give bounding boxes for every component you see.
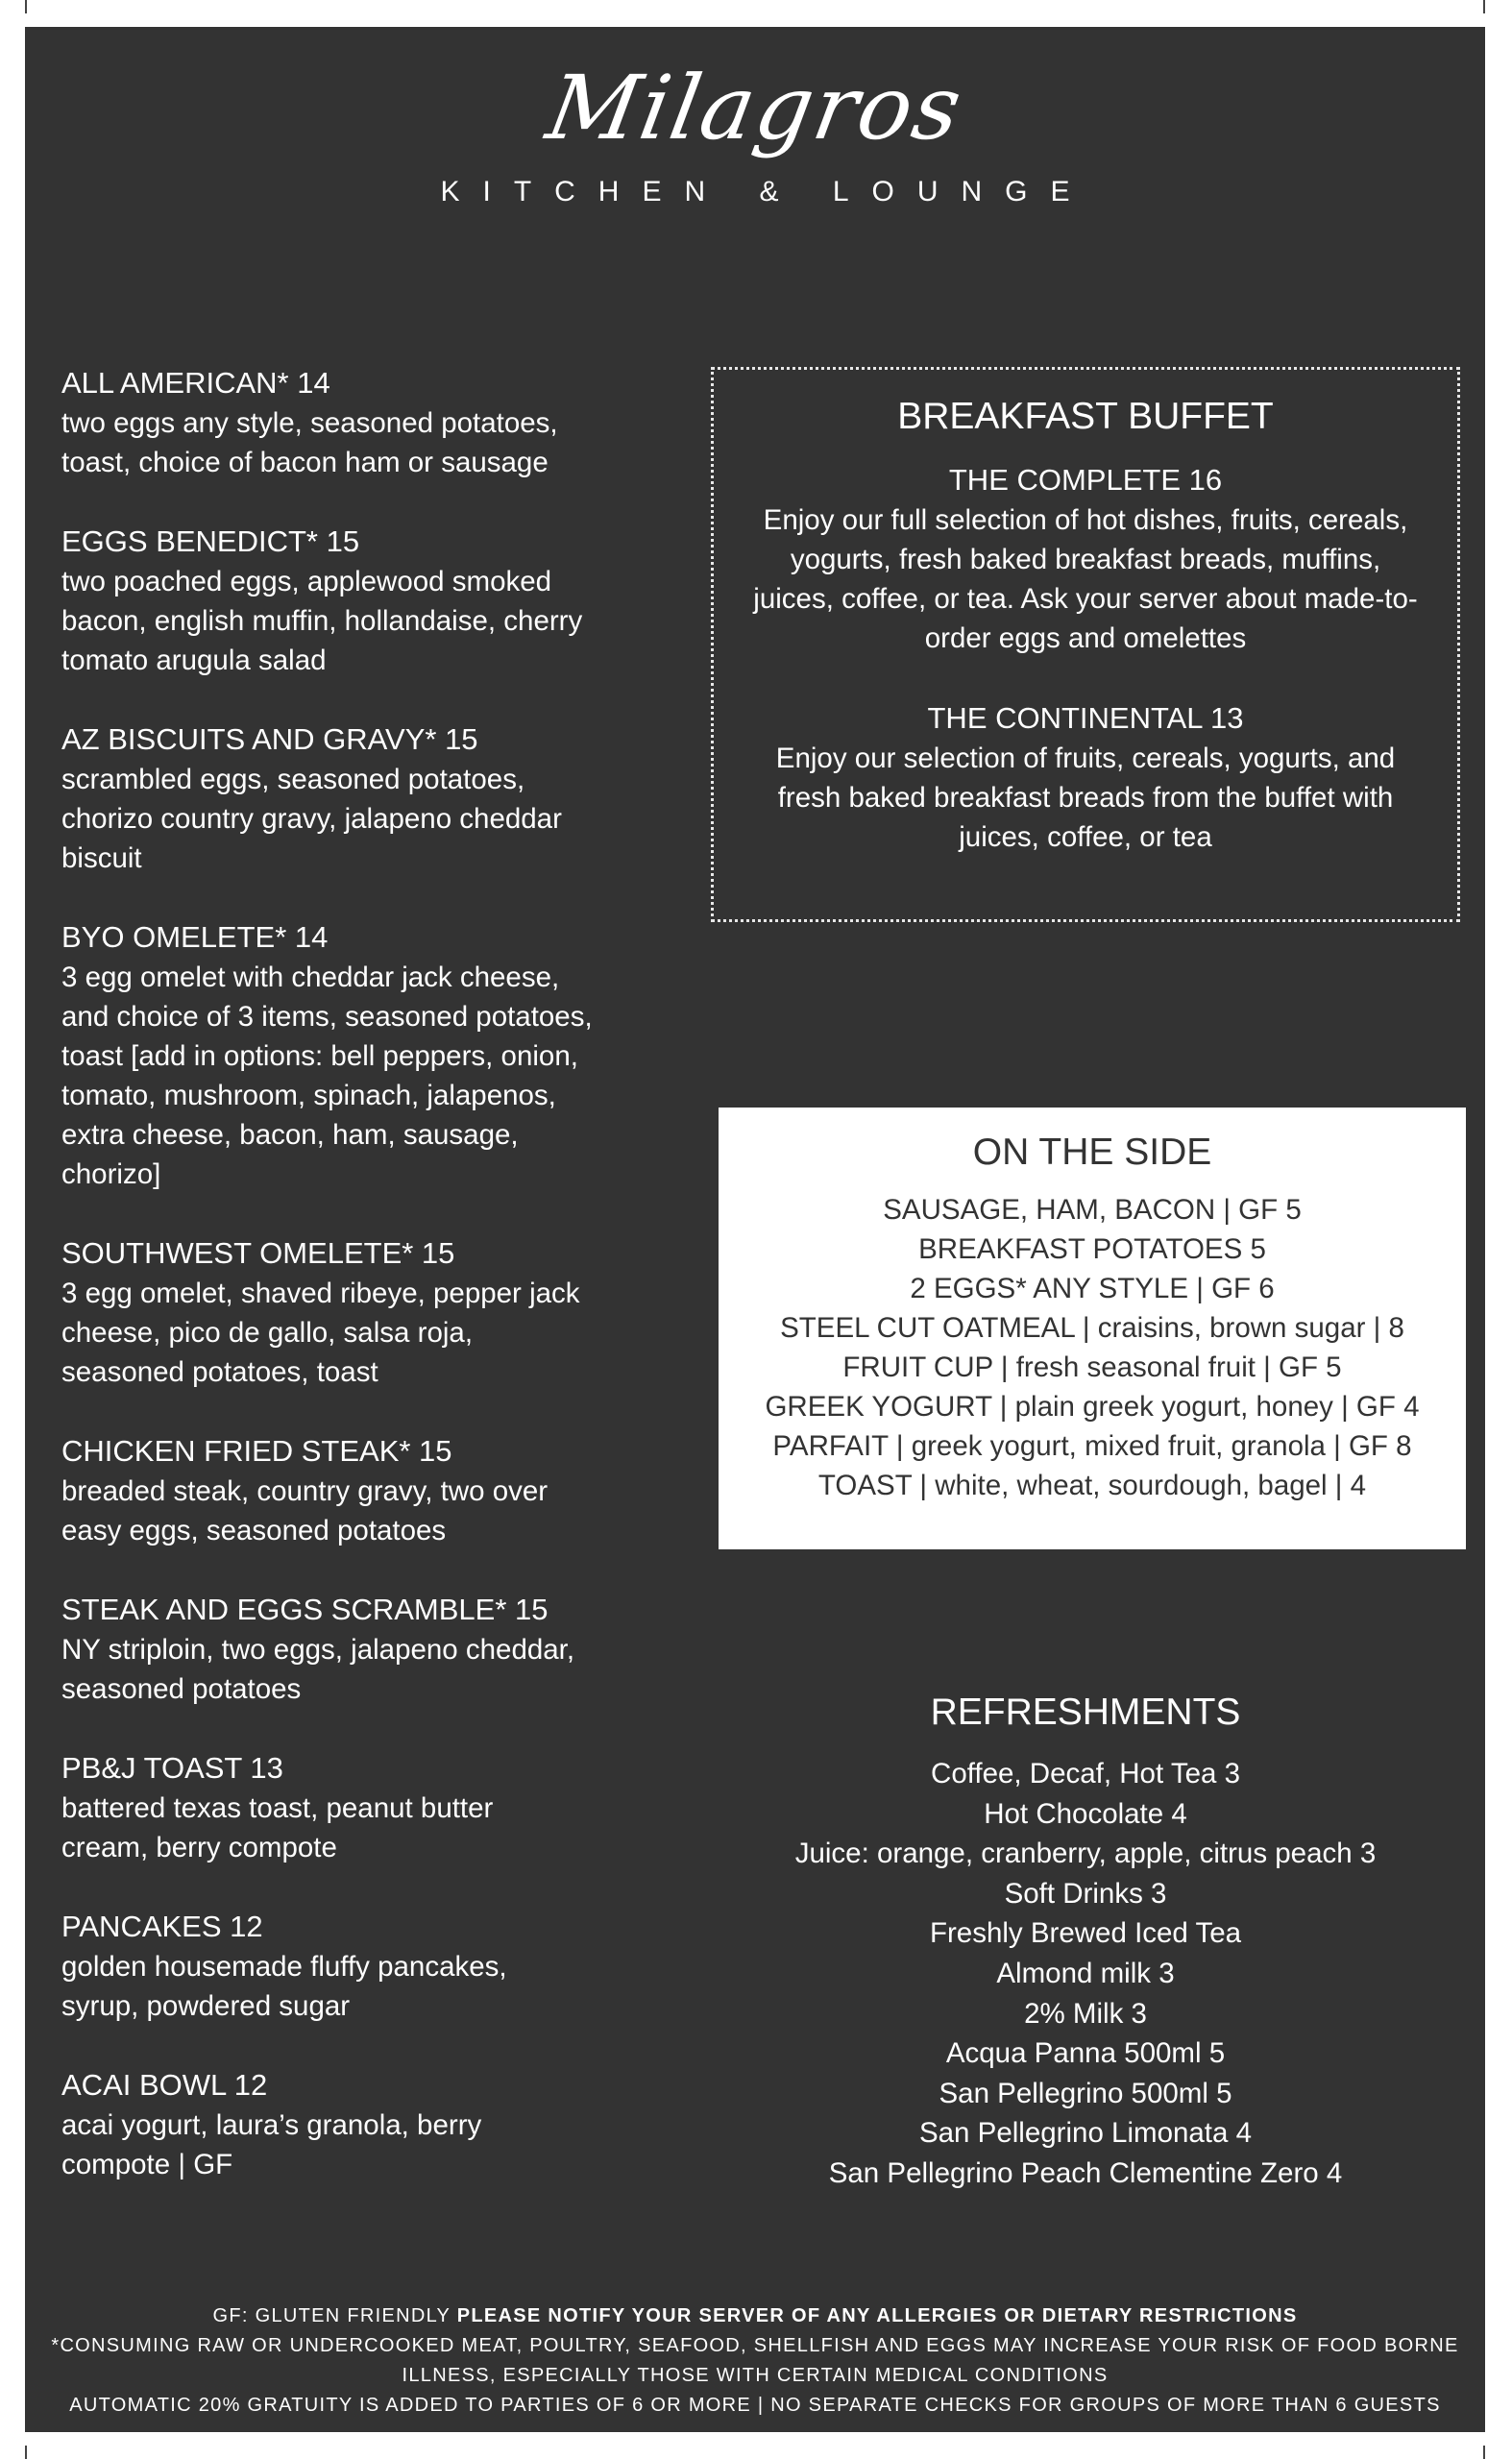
refreshment-item: Juice: orange, cranberry, apple, citrus peach 3: [794, 1838, 1377, 1870]
menu-item: [61, 1431, 676, 1550]
menu-item: [61, 719, 676, 878]
buffet-option-name: THE CONTINENTAL 13: [927, 701, 1244, 735]
refreshment-item: Soft Drinks 3: [1004, 1877, 1167, 1910]
refreshment-item: Almond milk 3: [996, 1957, 1175, 1989]
side-item: PARFAIT | greek yogurt, mixed fruit, granola | GF 8: [772, 1430, 1412, 1462]
crop-mark: [1483, 0, 1485, 13]
menu-footer: [44, 2301, 1466, 2421]
refreshment-item: San Pellegrino Limonata 4: [918, 2117, 1253, 2150]
side-item: SAUSAGE, HAM, BACON | GF 5: [883, 1194, 1302, 1226]
side-item: TOAST | white, wheat, sourdough, bagel | 4: [817, 1470, 1367, 1501]
refreshment-item: Acqua Panna 500ml 5: [945, 2037, 1226, 2070]
gf-note: GF: GLUTEN FRIENDLY: [212, 2305, 451, 2326]
logo-script-name: Milagros: [539, 57, 971, 159]
menu-item: [61, 1233, 676, 1392]
menu-item-name: STEAK AND EGGS SCRAMBLE* 15: [61, 1593, 549, 1626]
menu-page: [25, 27, 1485, 2432]
crop-mark: [25, 0, 27, 13]
on-the-side-box: [719, 1108, 1466, 1549]
menu-item: [61, 1748, 676, 1867]
buffet-option-name: THE COMPLETE 16: [948, 463, 1223, 497]
menu-item-description: acai yogurt, laura’s granola, berry: [61, 2109, 482, 2141]
menu-item-description: cheese, pico de gallo, salsa roja,: [61, 1317, 474, 1349]
menu-item-description: breaded steak, country gravy, two over: [61, 1475, 549, 1507]
consumption-warning-1: *CONSUMING RAW OR UNDERCOOKED MEAT, POULTRY, SEAFOOD, SHELLFISH AND EGGS MAY INCREASE YOUR RISK OF FOOD BORNE: [51, 2335, 1459, 2356]
side-item: BREAKFAST POTATOES 5: [918, 1233, 1266, 1265]
crop-mark: [1483, 2446, 1485, 2459]
menu-item-description: two poached eggs, applewood smoked: [61, 566, 552, 597]
menu-item-description: 3 egg omelet, shaved ribeye, pepper jack: [61, 1278, 580, 1309]
buffet-options: [714, 460, 1457, 857]
buffet-option-description: Enjoy our selection of fruits, cereals, yogurts, and: [775, 743, 1396, 774]
menu-item: [61, 363, 676, 482]
allergy-note: PLEASE NOTIFY YOUR SERVER OF ANY ALLERGIES OR DIETARY RESTRICTIONS: [456, 2305, 1298, 2326]
menu-item-description: bacon, english muffin, hollandaise, cherry: [61, 605, 583, 637]
buffet-option-description: juices, coffee, or tea: [959, 821, 1212, 853]
refreshment-item: Freshly Brewed Iced Tea: [929, 1917, 1242, 1950]
refreshments-title: REFRESHMENTS: [930, 1692, 1241, 1733]
menu-item-description: compote | GF: [61, 2149, 233, 2180]
menu-item: [61, 1907, 676, 2026]
menu-item-name: ALL AMERICAN* 14: [61, 366, 330, 400]
buffet-option-description: Enjoy our full selection of hot dishes, fruits, cereals,: [763, 504, 1408, 536]
menu-item: [61, 2065, 676, 2184]
menu-item-name: ACAI BOWL 12: [61, 2068, 268, 2102]
menu-item-description: scrambled eggs, seasoned potatoes,: [61, 764, 525, 795]
menu-item-description: NY striploin, two eggs, jalapeno cheddar,: [61, 1634, 575, 1666]
menu-item-name: PB&J TOAST 13: [61, 1751, 283, 1785]
refreshment-item: Coffee, Decaf, Hot Tea 3: [931, 1758, 1240, 1789]
refreshment-item: San Pellegrino 500ml 5: [939, 2077, 1232, 2109]
menu-item-description: and choice of 3 items, seasoned potatoes,: [61, 1001, 593, 1033]
menu-item-description: chorizo country gravy, jalapeno cheddar: [61, 803, 562, 835]
menu-item-description: battered texas toast, peanut butter: [61, 1792, 494, 1824]
buffet-option: [714, 698, 1457, 857]
refreshments-section: [711, 1689, 1460, 2194]
menu-item-name: PANCAKES 12: [61, 1910, 263, 1943]
refreshment-items: [711, 1754, 1460, 2194]
menu-item-name: BYO OMELETE* 14: [61, 920, 329, 954]
refreshment-item: 2% Milk 3: [1024, 1997, 1147, 2030]
buffet-option: [714, 460, 1457, 658]
menu-item: [61, 917, 676, 1194]
refreshment-item: San Pellegrino Peach Clementine Zero 4: [828, 2156, 1343, 2189]
menu-item-description: cream, berry compote: [61, 1832, 337, 1863]
buffet-option-description: juices, coffee, or tea. Ask your server about made-to-: [753, 583, 1418, 615]
menu-item-description: tomato arugula salad: [61, 645, 327, 676]
menu-item-description: extra cheese, bacon, ham, sausage,: [61, 1119, 519, 1151]
menu-item-name: AZ BISCUITS AND GRAVY* 15: [61, 722, 478, 756]
side-item: FRUIT CUP | fresh seasonal fruit | GF 5: [842, 1351, 1342, 1383]
restaurant-logo: [25, 46, 1485, 229]
side-items: [719, 1190, 1466, 1505]
menu-item-name: CHICKEN FRIED STEAK* 15: [61, 1434, 452, 1468]
gratuity-note: AUTOMATIC 20% GRATUITY IS ADDED TO PARTIES OF 6 OR MORE | NO SEPARATE CHECKS FOR GROUPS OF MORE THAN 6 GUESTS: [69, 2395, 1441, 2416]
side-title: ON THE SIDE: [972, 1132, 1212, 1173]
menu-item-description: seasoned potatoes, toast: [61, 1356, 378, 1388]
buffet-title: BREAKFAST BUFFET: [897, 396, 1274, 437]
breakfast-entrees-list: [61, 363, 676, 2224]
menu-item-name: EGGS BENEDICT* 15: [61, 524, 360, 558]
menu-item-description: tomato, mushroom, spinach, jalapenos,: [61, 1080, 556, 1111]
footer-line-1: [44, 2301, 1466, 2331]
refreshment-item: Hot Chocolate 4: [984, 1797, 1187, 1830]
consumption-warning-2: ILLNESS, ESPECIALLY THOSE WITH CERTAIN MEDICAL CONDITIONS: [402, 2365, 1109, 2386]
menu-item-description: easy eggs, seasoned potatoes: [61, 1515, 447, 1546]
menu-item: [61, 1590, 676, 1709]
buffet-option-description: order eggs and omelettes: [924, 622, 1247, 654]
menu-item-description: chorizo]: [61, 1158, 161, 1190]
breakfast-buffet-box: [711, 367, 1460, 922]
menu-item-description: golden housemade fluffy pancakes,: [61, 1951, 507, 1983]
menu-item-description: 3 egg omelet with cheddar jack cheese,: [61, 962, 560, 993]
logo-subtitle: KITCHEN & LOUNGE: [440, 176, 1093, 207]
menu-item: [61, 522, 676, 680]
menu-item-description: biscuit: [61, 842, 142, 874]
menu-item-description: syrup, powdered sugar: [61, 1990, 351, 2022]
menu-item-description: toast, choice of bacon ham or sausage: [61, 447, 549, 478]
crop-mark: [25, 2446, 27, 2459]
side-item: STEEL CUT OATMEAL | craisins, brown sugar | 8: [780, 1312, 1404, 1344]
buffet-option-description: fresh baked breakfast breads from the buffet with: [777, 782, 1394, 814]
menu-item-name: SOUTHWEST OMELETE* 15: [61, 1236, 455, 1270]
menu-item-description: two eggs any style, seasoned potatoes,: [61, 407, 558, 439]
side-item: 2 EGGS* ANY STYLE | GF 6: [910, 1273, 1275, 1304]
buffet-option-description: yogurts, fresh baked breakfast breads, muffins,: [790, 544, 1381, 575]
menu-item-description: seasoned potatoes: [61, 1673, 302, 1705]
side-item: GREEK YOGURT | plain greek yogurt, honey | GF 4: [765, 1391, 1420, 1423]
menu-item-description: toast [add in options: bell peppers, onion,: [61, 1040, 578, 1072]
